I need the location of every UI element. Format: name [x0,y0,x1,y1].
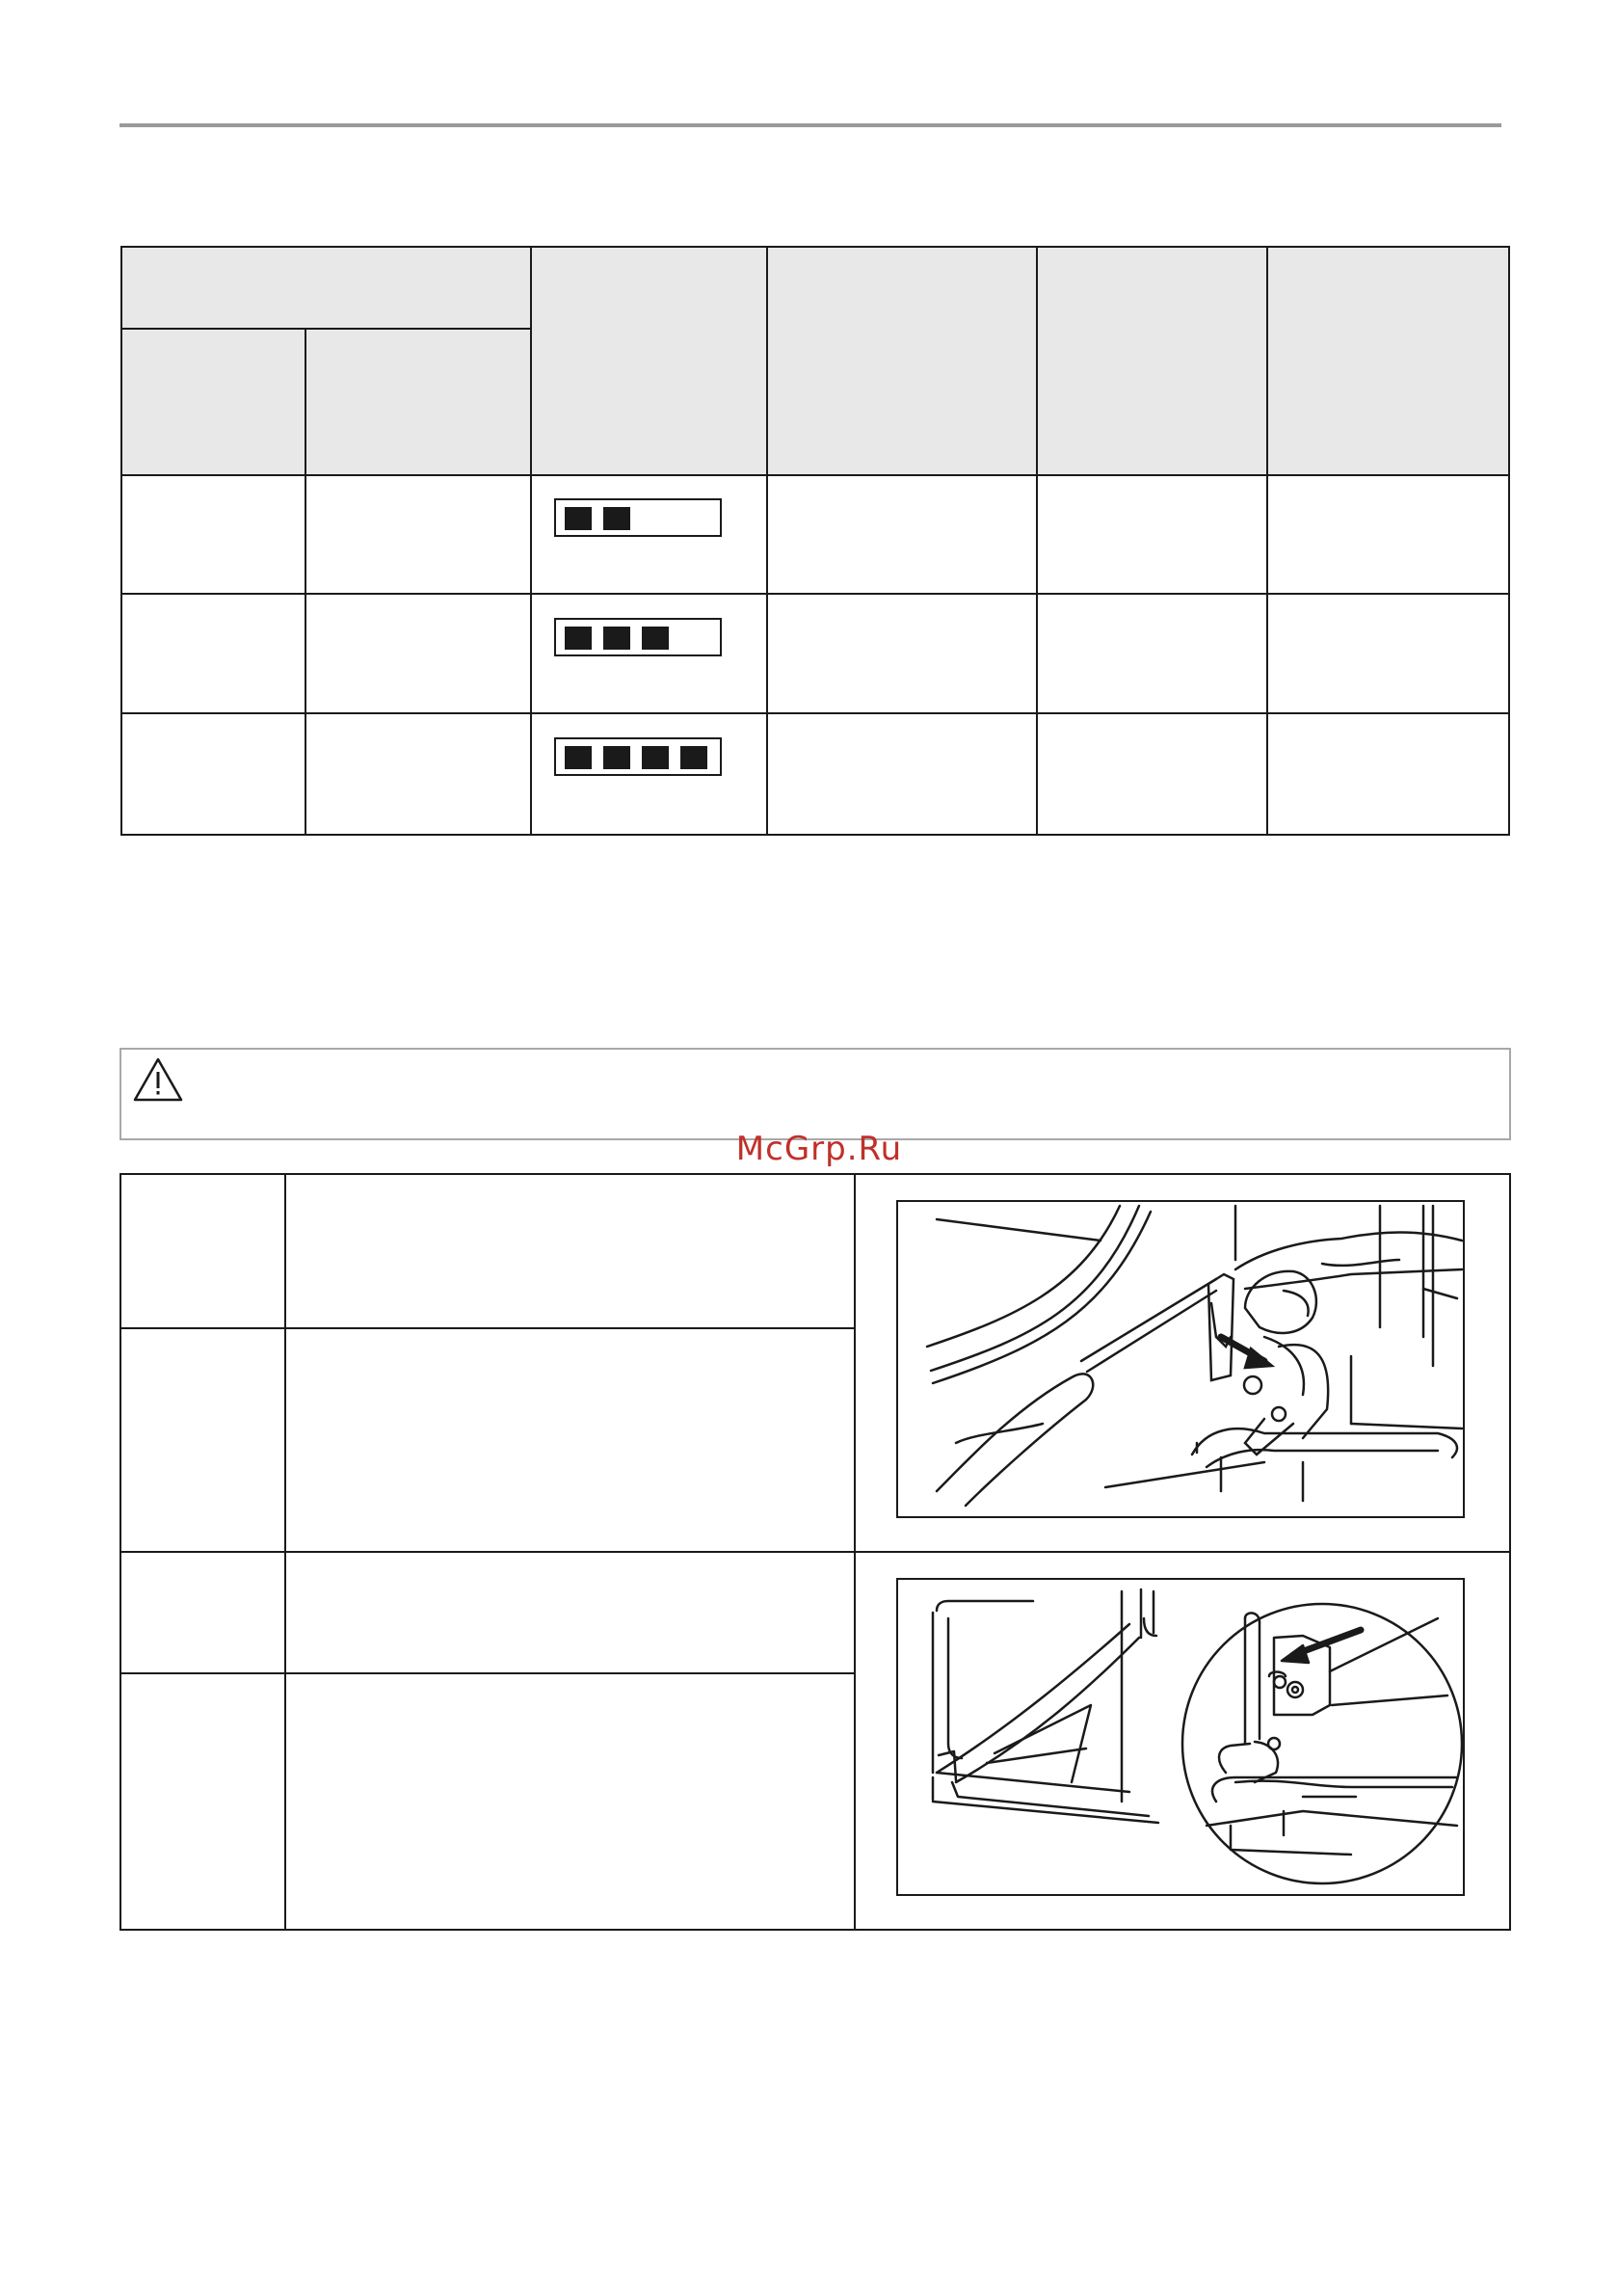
indicator-segment [565,746,592,769]
table-header [122,248,1508,476]
divider [530,248,532,834]
indicator-segment [680,746,707,769]
warning-triangle-icon [131,1055,185,1104]
indicator-segment [603,627,630,650]
divider [122,328,530,330]
step-text [286,1175,854,1327]
indicator-segment [565,627,592,650]
divider [122,712,1508,714]
step-text [286,1329,854,1551]
indicator-table [120,246,1510,836]
step-text [286,1674,854,1929]
divider [1036,248,1038,834]
table-row [554,737,722,776]
step-number [121,1329,284,1551]
divider [122,474,1508,476]
steps-table [119,1173,1511,1931]
step-number [121,1553,284,1672]
warning-box [119,1048,1511,1140]
indicator-segment [603,507,630,530]
divider [766,248,768,834]
indicator-segment [603,746,630,769]
step-number [121,1175,284,1327]
door-hinge-lock-detail-illustration [896,1578,1465,1896]
door-hinge-screwdriver-illustration [896,1200,1465,1518]
step-text [286,1553,854,1672]
top-rule [119,123,1501,127]
table-row [554,618,722,656]
table-row [554,498,722,537]
watermark: McGrp.Ru [735,1130,903,1168]
indicator-segment [565,507,592,530]
divider [1266,248,1268,834]
indicator-segment [642,627,669,650]
divider [122,593,1508,595]
indicator-segment [642,746,669,769]
divider [305,330,306,834]
step-number [121,1674,284,1929]
